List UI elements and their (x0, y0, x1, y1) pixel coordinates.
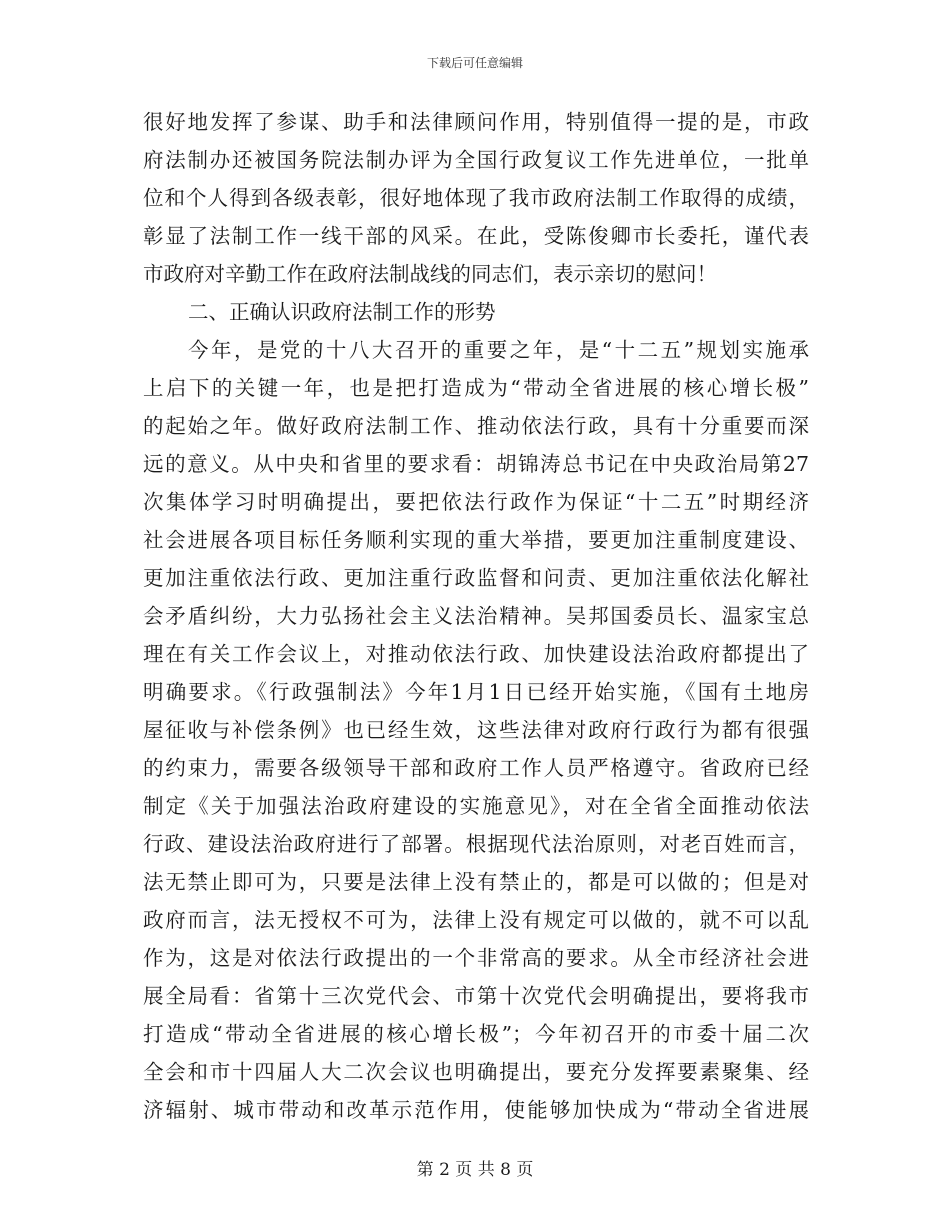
text-line: 会矛盾纠纷，大力弘扬社会主义法治精神。吴邦国委员长、温家宝总 (143, 604, 809, 628)
text-line: 次集体学习时明确提出，要把依法行政作为保证“十二五”时期经济 (143, 490, 809, 514)
text-line: 社会进展各项目标任务顺利实现的重大举措，要更加注重制度建设、 (143, 528, 809, 552)
text-line: 打造成“带动全省进展的核心增长极”；今年初召开的市委十届二次 (143, 1022, 809, 1046)
text-line: 的约束力，需要各级领导干部和政府工作人员严格遵守。省政府已经 (143, 756, 809, 780)
text-line: 位和个人得到各级表彰，很好地体现了我市政府法制工作取得的成绩， (143, 186, 809, 210)
text-line: 彰显了法制工作一线干部的风采。在此，受陈俊卿市长委托，谨代表 (143, 224, 809, 248)
page-number-footer: 第 2 页 共 8 页 (416, 1160, 534, 1180)
page-header-note: 下载后可任意编辑 (426, 56, 523, 70)
text-line: 更加注重依法行政、更加注重行政监督和问责、更加注重依法化解社 (143, 566, 809, 590)
text-line: 很好地发挥了参谋、助手和法律顾问作用，特别值得一提的是，市政 (143, 110, 809, 134)
document-body (143, 103, 809, 1129)
text-line: 远的意义。从中央和省里的要求看：胡锦涛总书记在中央政治局第27 (143, 452, 809, 476)
text-line: 今年，是党的十八大召开的重要之年，是“十二五”规划实施承 (188, 338, 809, 362)
text-line: 府法制办还被国务院法制办评为全国行政复议工作先进单位，一批单 (143, 148, 809, 172)
text-line: 上启下的关键一年，也是把打造成为“带动全省进展的核心增长极” (143, 376, 809, 400)
text-line: 制定《关于加强法治政府建设的实施意见》，对在全省全面推动依法 (143, 794, 809, 818)
text-line: 法无禁止即可为，只要是法律上没有禁止的，都是可以做的；但是对 (143, 870, 809, 894)
text-line: 行政、建设法治政府进行了部署。根据现代法治原则，对老百姓而言， (143, 832, 809, 856)
text-line: 市政府对辛勤工作在政府法制战线的同志们，表示亲切的慰问！ (143, 262, 717, 286)
text-line: 屋征收与补偿条例》也已经生效，这些法律对政府行政行为都有很强 (143, 718, 809, 742)
text-line: 全会和市十四届人大二次会议也明确提出，要充分发挥要素聚集、经 (143, 1060, 809, 1084)
text-line: 济辐射、城市带动和改革示范作用，使能够加快成为“带动全省进展 (143, 1098, 809, 1122)
text-line: 展全局看：省第十三次党代会、市第十次党代会明确提出，要将我市 (143, 984, 809, 1008)
section-heading: 二、正确认识政府法制工作的形势 (188, 300, 496, 324)
text-line: 作为，这是对依法行政提出的一个非常高的要求。从全市经济社会进 (143, 946, 809, 970)
text-line: 政府而言，法无授权不可为，法律上没有规定可以做的，就不可以乱 (143, 908, 809, 932)
text-line: 明确要求。《行政强制法》今年1月1日已经开始实施，《国有土地房 (143, 680, 809, 704)
text-line: 理在有关工作会议上，对推动依法行政、加快建设法治政府都提出了 (143, 642, 809, 666)
text-line: 的起始之年。做好政府法制工作、推动依法行政，具有十分重要而深 (143, 414, 809, 438)
